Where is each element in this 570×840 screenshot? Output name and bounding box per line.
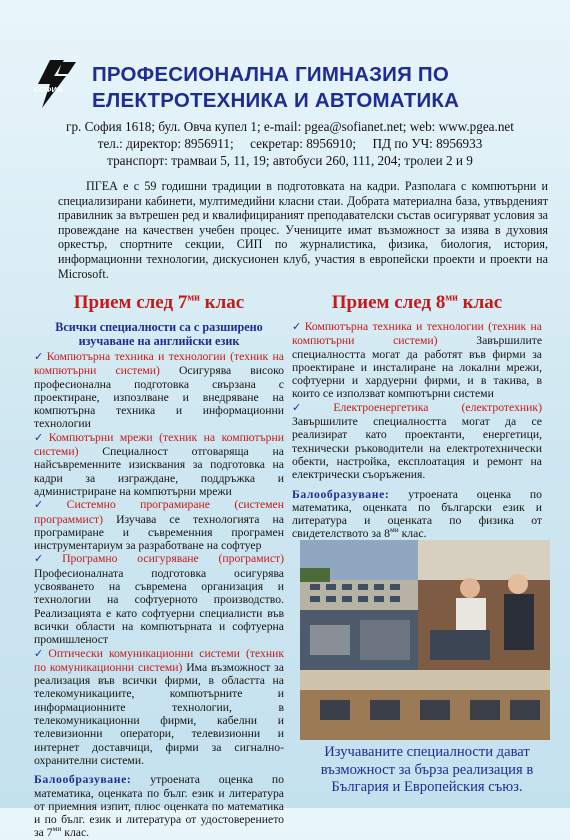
check-icon: ✓ [292,401,332,414]
left-title: Прием след $7^{ми}$ клас [73,292,245,313]
specialty-item: ✓ Компютърна техника и технологии (техник на компютърни системи) Осигурява високо професионална подготовка свързана с проектиране, изпозлване и внедряване на компютърна техника и информационни технологии [34,350,285,431]
specialty-item: ✓ Оптически комуникационни системи (техник по комуникационни системи) Има възможност за реализация във всички фирми, в областта на телекомуникациите, компютърните и информационните технологии, в телекомуникационни фирми, кабелни и телевизионни оператори, телевизионни и интернет доставчици, фирми за сигнално-охранителни системи. [34,646,285,767]
footer-note: Изучаваните специалности дават възможност за бърза реализация в България и Европейския съюз. [320,744,534,795]
check-icon: ✓ [34,431,47,444]
contacts [30,118,550,169]
school-logo [28,58,86,110]
check-icon: ✓ [34,647,47,660]
school-photo-collage [300,540,550,740]
title-line-2: ЕЛЕКТРОТЕХНИКА И АВТОМАТИКА [92,89,460,112]
admission-after-8th [292,292,542,541]
left-specialty-list [34,350,284,767]
check-icon: ✓ [34,553,61,566]
left-grading: Балообразуване: утроената оценка по математика, оценката по бълг. език и литература от приемния изпит, плюс оценката по математика и по бълг. език и литература от удостоверението за $7^{ми}$ клас. [34,773,284,840]
left-subhead: Всички специалности са с разширено изучаване на английски език [55,320,263,348]
title-line-1: ПРОФЕСИОНАЛНА ГИМНАЗИЯ ПО [92,63,450,86]
intro-paragraph: ПГЕА е с 59 годишни традиции в подготовката на кадри. Разполага с компютърни и специализирани кабинети, мултимедийни класни стаи. Добрата материална база, утвърденият правилник за вътрешен ред и квалифицираният преподавателски състав осигуряват условия за провеждане на качествен учебен процес. Учениците имат възможност за изява в духовия оркестър, спортните секции, СИП по журналистика, физика, биология, история, информационни технологии, дискусионен клуб, участия в европейски проекти и проекти на Microsoft. [58,179,548,281]
specialty-item: ✓ Електроенергетика (електротехник) Завършилите специалността могат да се реализират като проектанти, енергетици, технически ръководители на електротехнически обекти, настройка, експлоатация и ремонт на електрически съоръжения. [292,400,542,482]
right-title: Прием след $8^{ми}$ клас [331,292,503,313]
admission-after-7th [34,292,284,840]
check-icon: ✓ [292,321,303,333]
school-name [92,62,552,114]
right-grading: Балообразуване: утроената оценка по математика, оценката по български език и литература и оценката по физика от свидетелството за $8^{ми}$ клас. [292,487,542,541]
address-line: гр. София 1618; бул. Овча купел 1; e-mail: pgea@sofianet.net; web: www.pgea.net [66,119,514,134]
check-icon: ✓ [34,499,65,512]
svg-text:СОФИЯ: СОФИЯ [34,85,63,94]
specialty-item: ✓ Компютърни мрежи (техник на компютърни системи) Специалност отговаряща на найсъвременните изисквания за подготовка на кадри за изграждане, поддръжка и администриране на компютърни мрежи [34,430,285,498]
specialty-item: ✓ Компютърна техника и технологии (техник на компютърни системи) Завършилите специалността могат да работят във фирми за проектиране и инсталиране на локални мрежи, софтуерни и хардуерни фирми, и в такива, в които се използват компютърни системи [292,320,543,401]
specialty-item: ✓ Програмно осигуряване (програмист) Професионалната подготовка осигурява усвояването на съвремена организация и технологии на софтуерното производство. Реализацията е като софтуерни специалисти във всички области на компютърната и софтуерна промишленост [34,552,285,647]
right-specialty-list [292,320,542,482]
check-icon: ✓ [34,351,45,363]
transport-line: транспорт: трамваи 5, 11, 19; автобуси 260, 111, 204; тролеи 2 и 9 [107,153,473,168]
specialty-item: ✓ Системно програмиране (системен программист) Изучава се технологията на програмиране и съвременния програмен инструментариум за разработване на софтуер [34,498,284,553]
phones-line: тел.: директор: 8956911; секретар: 8956910; ПД по УЧ: 8956933 [97,136,483,151]
